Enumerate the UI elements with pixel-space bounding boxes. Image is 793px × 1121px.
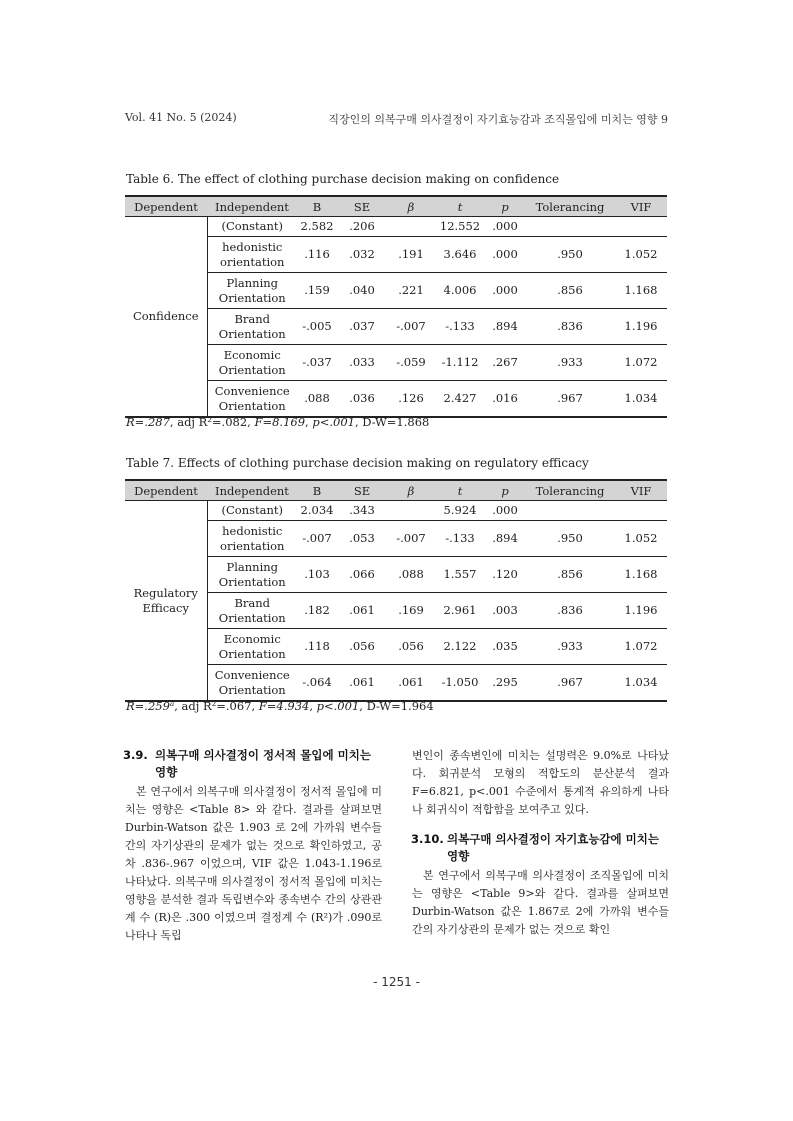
table6 <box>125 195 667 418</box>
dependent-cell: Confidence <box>125 217 207 418</box>
table-row: hedonistic orientation .116 .032 .191 3.646 .000 .950 1.052 <box>125 237 667 273</box>
col-dependent: Dependent <box>125 196 207 217</box>
table-row: Planning Orientation .103 .066 .088 1.557 .120 .856 1.168 <box>125 557 667 593</box>
col-se: SE <box>337 196 387 217</box>
col-p: p <box>485 480 525 501</box>
col-tolerancing: Tolerancing <box>525 196 615 217</box>
table-row: Planning Orientation .159 .040 .221 4.006 .000 .856 1.168 <box>125 273 667 309</box>
table6-caption: Table 6. The effect of clothing purchase decision making on confidence <box>126 172 560 186</box>
table-row: Convenience Orientation .088 .036 .126 2.427 .016 .967 1.034 <box>125 381 667 418</box>
col-independent: Independent <box>207 480 297 501</box>
col-independent: Independent <box>207 196 297 217</box>
page-number: - 1251 - <box>373 975 420 989</box>
col-se: SE <box>337 480 387 501</box>
section-3-10-paragraph: 본 연구에서 의복구매 의사결정이 조직몰입에 미치는 영향은 <Table 9>와 같다. 결과를 살펴보면 Durbin-Watson 값은 1.867로 2에 가까워 변수들 간의 자기상관의 문제가 없는 것으로 확인 <box>412 869 669 936</box>
table-row: Convenience Orientation -.064 .061 .061 -1.050 .295 .967 1.034 <box>125 665 667 702</box>
col-tolerancing: Tolerancing <box>525 480 615 501</box>
col-b: B <box>297 480 337 501</box>
running-title: 직장인의 의복구매 의사결정이 자기효능감과 조직몰입에 미치는 영향 9 <box>328 113 668 126</box>
table-row: Regulatory Efficacy (Constant) 2.034 .343 5.924 .000 <box>125 501 667 521</box>
section-3-9-title: 3.9. 의복구매 의사결정이 정서적 몰입에 미치는 영향 <box>123 748 371 779</box>
right-column-continuation: 변인이 종속변인에 미치는 설명력은 9.0%로 나타났다. 회귀분석 모형의 적합도의 분산분석 결과 F=6.821, p<.001 수준에서 통계적 유의하게 나타나 회귀식이 적합함을 보여주고 있다. <box>412 749 669 816</box>
table-row: Brand Orientation -.005 .037 -.007 -.133 .894 .836 1.196 <box>125 309 667 345</box>
section-3-10-title: 3.10. 의복구매 의사결정이 자기효능감에 미치는 영향 <box>411 832 659 863</box>
table-row: Economic Orientation -.037 .033 -.059 -1.112 .267 .933 1.072 <box>125 345 667 381</box>
dependent-cell: Regulatory Efficacy <box>125 501 207 702</box>
col-p: p <box>485 196 525 217</box>
section-3-9-paragraph: 본 연구에서 의복구매 의사결정이 정서적 몰입에 미치는 영향은 <Table 8> 와 같다. 결과를 살펴보면 Durbin-Watson 값은 1.903 로 2에 가까워 변수들 간의 자기상관의 문제가 없는 것으로 확인하였고, 공차 .836-.967 이었으며, VIF 값은 1.043-1.196로 나타났다. 의복구매 의사결정이 정서적 몰입에 미치는 영향을 분석한 결과 독립변수와 종속변수 간의 상관관계 수 (R)은 .300 이였으며 결정계 수 (R²)가 .090로 나타나 독립 <box>125 785 382 942</box>
table-row: Brand Orientation .182 .061 .169 2.961 .003 .836 1.196 <box>125 593 667 629</box>
table-row: Economic Orientation .118 .056 .056 2.122 .035 .933 1.072 <box>125 629 667 665</box>
col-t: t <box>435 480 485 501</box>
table6-fit-stats: R=.287, adj R²=.082, F=8.169, p<.001, D-W=1.868 <box>126 415 430 429</box>
table7 <box>125 479 667 702</box>
table-row: hedonistic orientation -.007 .053 -.007 -.133 .894 .950 1.052 <box>125 521 667 557</box>
col-vif: VIF <box>615 480 667 501</box>
journal-volume: Vol. 41 No. 5 (2024) <box>125 111 237 124</box>
col-vif: VIF <box>615 196 667 217</box>
table7-fit-stats: R=.259ᵃ, adj R²=.067, F=4.934, p<.001, D-W=1.964 <box>126 699 434 713</box>
col-beta: β <box>387 480 435 501</box>
table7-caption: Table 7. Effects of clothing purchase decision making on regulatory efficacy <box>126 456 589 470</box>
col-b: B <box>297 196 337 217</box>
col-dependent: Dependent <box>125 480 207 501</box>
col-beta: β <box>387 196 435 217</box>
col-t: t <box>435 196 485 217</box>
table-row: Confidence (Constant) 2.582 .206 12.552 .000 <box>125 217 667 237</box>
